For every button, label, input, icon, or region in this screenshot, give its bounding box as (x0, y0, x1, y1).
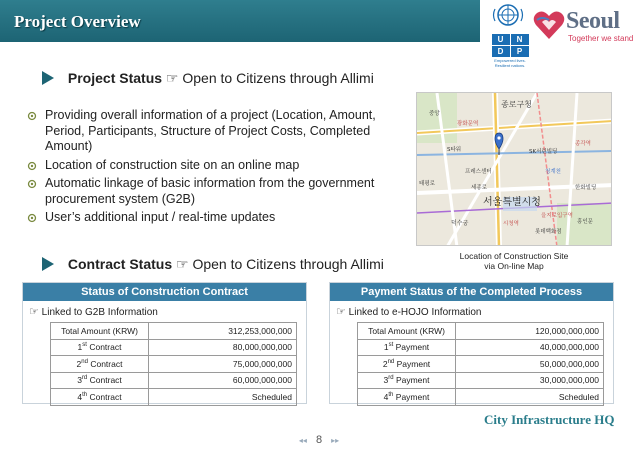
undp-letter: D (492, 46, 510, 57)
seoul-logo (532, 6, 636, 46)
table-cell-value: Scheduled (149, 389, 297, 406)
payment-status-table (357, 322, 604, 406)
table-row (51, 372, 297, 389)
map-label: 광화문역 (457, 121, 479, 127)
bullet-icon (27, 161, 37, 171)
bullet-icon (27, 111, 37, 121)
table-cell-label (358, 372, 456, 389)
heart-icon (532, 8, 566, 42)
prev-page-icon[interactable]: ◂◂ (298, 436, 307, 445)
arrow-right-icon (40, 256, 56, 272)
ehojo-link-text: Linked to e-HOJO Information (348, 307, 482, 318)
table-cell-value: 312,253,000,000 (149, 323, 297, 340)
bullet-text: User’s additional input / real-time updates (45, 210, 276, 224)
ordinal-number: 4 (77, 391, 83, 402)
list-item (27, 158, 407, 174)
g2b-link-line (29, 305, 306, 319)
map-label: 종각역 (575, 141, 591, 147)
construction-contract-table (50, 322, 297, 406)
undp-letter: P (511, 46, 529, 57)
list-item (27, 176, 407, 207)
table-row (358, 339, 604, 356)
map-caption (416, 251, 612, 271)
table-cell-label (358, 356, 456, 373)
ordinal-number: 4 (383, 391, 389, 402)
table-row (51, 389, 297, 406)
g2b-link-text: Linked to G2B Information (41, 307, 158, 318)
project-status-bullets (27, 108, 407, 229)
panel-heading: Status of Construction Contract (23, 283, 306, 301)
ordinal-suffix: nd (81, 358, 88, 365)
table-row (358, 356, 604, 373)
row-label: Total Amount (KRW) (368, 325, 445, 336)
map-label: 종로구청 (501, 100, 532, 109)
map-label: S타워 (447, 147, 462, 153)
bullet-icon (27, 179, 37, 189)
row-label: Contract (90, 358, 123, 369)
table-row (51, 356, 297, 373)
table-cell-label (358, 339, 456, 356)
construction-contract-panel (22, 282, 307, 404)
map-label: 한화빌딩 (575, 185, 597, 191)
bullet-text: Providing overall information of a project (Location, Amount, Period, Participants, Structure of Project Costs, Completed Amount) (45, 108, 376, 153)
pointing-hand-icon: ☞ (176, 256, 189, 272)
table-cell-label (51, 323, 149, 340)
payment-status-panel (329, 282, 614, 404)
row-label: Contract (89, 342, 122, 353)
map-label: 서울특별시청 (483, 197, 541, 208)
map-label: 청계천 (545, 169, 561, 175)
table-cell-value: 75,000,000,000 (149, 356, 297, 373)
panel-heading: Payment Status of the Completed Process (330, 283, 613, 301)
ordinal-suffix: th (82, 391, 88, 398)
table-cell-value: 30,000,000,000 (456, 372, 604, 389)
map-label: 중앙 (429, 111, 440, 117)
page-title: Project Overview (14, 12, 141, 31)
next-page-icon[interactable]: ▸▸ (331, 436, 340, 445)
table-cell-value: 60,000,000,000 (149, 372, 297, 389)
ordinal-number: 2 (76, 358, 82, 369)
table-cell-value: 80,000,000,000 (149, 339, 297, 356)
pointing-hand-icon: ☞ (165, 70, 179, 86)
project-status-heading (40, 70, 374, 87)
map-label: SK서린빌딩 (529, 149, 558, 155)
table-cell-label (358, 323, 456, 340)
ordinal-number: 2 (382, 358, 388, 369)
row-label: Payment (395, 391, 430, 402)
page-number (0, 434, 638, 446)
table-cell-value: 120,000,000,000 (456, 323, 604, 340)
list-item (27, 210, 407, 226)
bullet-icon (27, 213, 37, 223)
undp-logo (490, 3, 530, 68)
table-cell-label (51, 389, 149, 406)
ordinal-suffix: st (388, 342, 394, 349)
table-row (358, 323, 604, 340)
ordinal-suffix: rd (81, 375, 88, 382)
row-label: Contract (89, 375, 122, 386)
row-label: Payment (395, 375, 430, 386)
ordinal-number: 3 (383, 375, 389, 386)
ordinal-number: 1 (383, 342, 389, 353)
table-row (51, 323, 297, 340)
undp-letter: U (492, 34, 510, 45)
map-label: 흥인문 (577, 219, 593, 225)
map-label: 프레스센터 (465, 169, 492, 175)
ordinal-number: 3 (77, 375, 82, 386)
map-label: 시청역 (503, 221, 519, 227)
map-caption-line: Location of Construction Site (459, 251, 569, 261)
table-row (358, 389, 604, 406)
table-cell-label (358, 389, 456, 406)
list-item (27, 108, 407, 155)
undp-letter: N (511, 34, 529, 45)
seoul-tagline: Together we stand (568, 34, 634, 43)
seoul-wordmark: Seoul (566, 8, 620, 34)
pointing-hand-icon: ☞ (29, 306, 39, 318)
arrow-right-icon (40, 70, 56, 86)
map-graphic (417, 93, 612, 246)
map-label: 덕수궁 (451, 220, 469, 227)
ordinal-suffix: th (388, 391, 394, 398)
row-label: Payment (395, 342, 430, 353)
table-cell-value: 40,000,000,000 (456, 339, 604, 356)
project-status-title: Project Status (67, 70, 163, 86)
bullet-text: Automatic linkage of basic information from the government procurement system (G2B) (45, 176, 375, 206)
table-cell-value: Scheduled (456, 389, 604, 406)
page-number-text: 8 (315, 434, 323, 446)
map-label: 세종로 (471, 185, 487, 191)
ordinal-number: 1 (77, 342, 83, 353)
ordinal-suffix: nd (387, 358, 395, 365)
un-globe-icon (490, 3, 526, 27)
table-cell-label (51, 339, 149, 356)
contract-status-title: Contract Status (67, 256, 173, 272)
row-label: Contract (89, 391, 122, 402)
project-status-subtitle: Open to Citizens through Allimi (182, 70, 374, 86)
title-bar (0, 0, 480, 42)
ordinal-suffix: st (82, 342, 87, 349)
map-label: 태평로 (419, 181, 435, 187)
ordinal-suffix: rd (388, 375, 394, 382)
undp-tagline: Empowered lives. Resilient nations. (494, 58, 526, 68)
row-label: Total Amount (KRW) (61, 325, 138, 336)
pointing-hand-icon: ☞ (336, 306, 346, 318)
table-row (51, 339, 297, 356)
construction-site-map[interactable] (416, 92, 612, 246)
table-cell-label (51, 372, 149, 389)
table-cell-label (51, 356, 149, 373)
map-caption-line: via On-line Map (484, 261, 544, 271)
map-label: 롯데백화점 (535, 229, 562, 235)
contract-status-heading (40, 256, 384, 273)
map-label: 을지로입구역 (541, 213, 573, 219)
ehojo-link-line (336, 305, 613, 319)
table-cell-value: 50,000,000,000 (456, 356, 604, 373)
footer-org: City Infrastructure HQ (484, 412, 615, 427)
table-row (358, 372, 604, 389)
row-label: Payment (396, 358, 431, 369)
bullet-text: Location of construction site on an online map (45, 157, 300, 172)
contract-status-subtitle: Open to Citizens through Allimi (192, 256, 384, 272)
